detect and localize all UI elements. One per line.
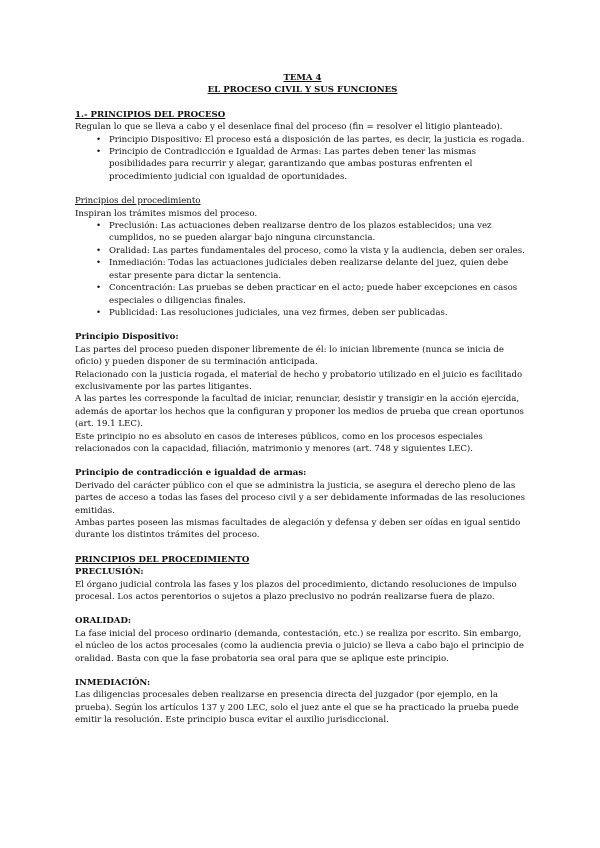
heading-principios-del-procedimiento: PRINCIPIOS DEL PROCEDIMIENTO [75, 554, 250, 565]
principles-list [75, 134, 530, 184]
list-item: • Inmediación: Todas las actuaciones judiciales deben realizarse delante del juez, quien debe estar presente para dictar la sentencia. [109, 257, 530, 282]
heading-oralidad: ORALIDAD: [75, 616, 132, 627]
topic-title: TEMA 4 [283, 73, 322, 83]
heading-preclusion: PRECLUSIÓN: [75, 567, 144, 578]
list-item: • Publicidad: Las resoluciones judiciales, una vez firmes, deben ser publicadas. [109, 307, 530, 319]
paragraph: A las partes les corresponde la facultad de iniciar, renunciar, desistir y transigir en la acción ejercida, además de aportar los hechos que la configuran y proponer los medios de prueba que crean oportunos (art. 19.1 LEC). [75, 394, 524, 430]
list-item: • Concentración: Las pruebas se deben practicar en el acto; puede haber excepciones en casos especiales o diligencias finales. [109, 282, 530, 307]
paragraph: Ambas partes poseen las mismas facultades de alegación y defensa y deben ser oídas en igual sentido durante los distintos trámites del proceso. [75, 518, 521, 541]
list-item: • Preclusión: Las actuaciones deben realizarse dentro de los plazos establecidos; una vez cumplidos, no se pueden alargar bajo ninguna circunstancia. [109, 220, 530, 245]
section-heading-principios-procedimiento: Principios del procedimiento [75, 196, 201, 207]
list-item: • Principio Dispositivo: El proceso está a disposición de las partes, es decir, la justicia es rogada. [109, 134, 530, 146]
paragraph: Las partes del proceso pueden disponer libremente de él: lo inician libremente (nunca se inicia de oficio) y pueden disponer de su terminación anticipada. [75, 344, 504, 368]
list-item: • Principio de Contradicción e Igualdad de Armas: Las partes deben tener las mismas posibilidades para recurrir y alegar, garantizando que ambas posturas enfrenten el procedimiento judicial con igualdad de oportunidades. [109, 146, 530, 183]
section-intro: Regulan lo que se lleva a cabo y el desenlace final del proceso (fin = resolver el litigio planteado). [75, 122, 503, 133]
section-intro: Inspiran los trámites mismos del proceso. [75, 208, 258, 219]
paragraph: Este principio no es absoluto en casos de intereses públicos, como en los procesos especiales relacionados con la capacidad, filiación, matrimonio y menores (art. 748 y siguientes LEC). [75, 431, 483, 454]
list-item: • Oralidad: Las partes fundamentales del proceso, como la vista y la audiencia, deben ser orales. [109, 245, 530, 257]
paragraph: Derivado del carácter público con el que se administra la justicia, se asegura el derecho pleno de las partes de acceso a todas las fases del proceso civil y a ser debidamente informadas de las resoluciones emitidas. [75, 480, 526, 516]
document-page [75, 72, 530, 727]
paragraph: Relacionado con la justicia rogada, el material de hecho y probatorio utilizado en el juicio es facilitado exclusivamente por las partes litigantes. [75, 369, 523, 392]
heading-inmediacion: INMEDIACIÓN: [75, 678, 151, 689]
heading-principio-dispositivo: Principio Dispositivo: [75, 332, 179, 343]
paragraph: Las diligencias procesales deben realizarse en presencia directa del juzgador (por ejemplo, en la prueba). Según los artículos 137 y 200 LEC, solo el juez ante el que se ha practicado la prueba puede emitir la resolución. Este principio busca evitar el auxilio jurisdiccional. [75, 690, 519, 726]
paragraph: El órgano judicial controla las fases y los plazos del procedimiento, dictando resoluciones de impulso procesal. Los actos perentorios o sujetos a plazo preclusivo no podrán realizarse fuera de plazo. [75, 579, 517, 603]
section-heading-principios-proceso: 1.- PRINCIPIOS DEL PROCESO [75, 109, 226, 120]
paragraph: La fase inicial del proceso ordinario (demanda, contestación, etc.) se realiza por escrito. Sin embargo, el núcleo de los actos procesales (como la audiencia previa o juicio) se lleva a cabo bajo el principio de oralidad. Basta con que la fase probatoria sea oral para que se aplique este principio. [75, 628, 524, 664]
heading-principio-contradiccion: Principio de contradicción e igualdad de armas: [75, 468, 307, 479]
document-title: EL PROCESO CIVIL Y SUS FUNCIONES [207, 85, 398, 96]
procedure-list [75, 220, 530, 319]
